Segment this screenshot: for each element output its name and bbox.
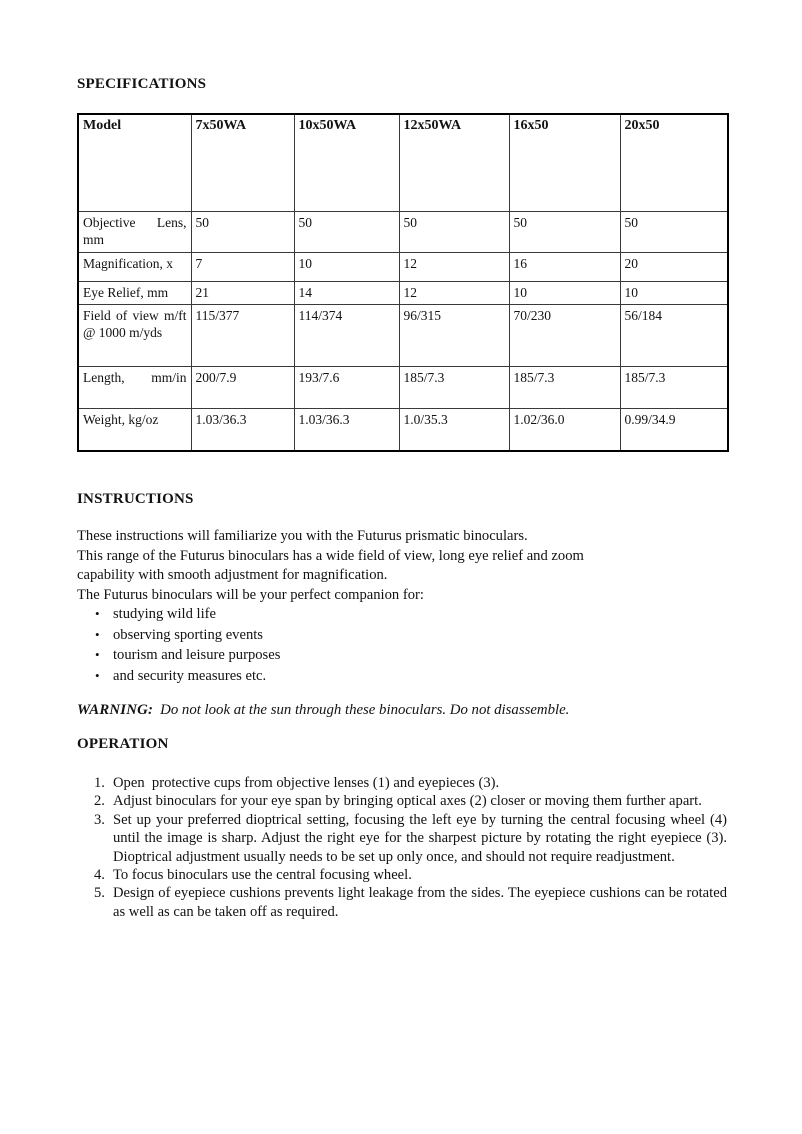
operation-step bbox=[77, 811, 731, 866]
spec-cell-value: 10 bbox=[509, 281, 620, 304]
bullet-item bbox=[77, 604, 727, 625]
spec-table-body bbox=[78, 211, 728, 451]
step-text: To focus binoculars use the central focusing wheel. bbox=[113, 867, 412, 884]
spec-cell-value: 16 bbox=[509, 252, 620, 281]
spec-cell-value: 56/184 bbox=[620, 304, 728, 366]
warning-text: Do not look at the sun through these binoculars. Do not disassemble. bbox=[160, 702, 570, 718]
bullet-item-text: observing sporting events bbox=[113, 626, 263, 643]
bullet-item bbox=[77, 625, 727, 646]
spec-column-header: 16x50 bbox=[509, 114, 620, 211]
spec-cell-value: 70/230 bbox=[509, 304, 620, 366]
step-number: 2. bbox=[94, 793, 105, 810]
spec-column-header: 7x50WA bbox=[191, 114, 294, 211]
spec-table-row bbox=[78, 252, 728, 281]
spec-cell-value: 14 bbox=[294, 281, 399, 304]
spec-column-header: 12x50WA bbox=[399, 114, 509, 211]
spec-cell-value: 96/315 bbox=[399, 304, 509, 366]
operation-step bbox=[77, 792, 727, 810]
paragraph-line: These instructions will familiarize you with the Futurus prismatic binoculars. bbox=[77, 528, 528, 544]
spec-cell-value: 185/7.3 bbox=[509, 366, 620, 408]
spec-cell-value: 1.03/36.3 bbox=[191, 408, 294, 451]
spec-cell-value: 12 bbox=[399, 252, 509, 281]
spec-cell-value: 114/374 bbox=[294, 304, 399, 366]
spec-cell-value: 185/7.3 bbox=[620, 366, 728, 408]
spec-row-label: Magnification, x bbox=[78, 252, 191, 281]
step-number: 5. bbox=[94, 885, 105, 902]
bullet-item bbox=[77, 645, 727, 666]
operation-step bbox=[77, 774, 727, 792]
spec-column-header: 10x50WA bbox=[294, 114, 399, 211]
operation-heading: OPERATION bbox=[77, 736, 169, 752]
specifications-table bbox=[77, 113, 729, 452]
uses-bullet-list bbox=[77, 604, 727, 686]
warning-label: WARNING: bbox=[77, 702, 154, 718]
step-number: 4. bbox=[94, 867, 105, 884]
bullet-item-text: studying wild life bbox=[113, 606, 216, 622]
spec-row-label: Eye Relief, mm bbox=[78, 281, 191, 304]
spec-cell-value: 0.99/34.9 bbox=[620, 408, 728, 451]
paragraph-line: capability with smooth adjustment for magnification. bbox=[77, 567, 388, 583]
operation-steps-list bbox=[77, 774, 731, 921]
spec-cell-value: 7 bbox=[191, 252, 294, 281]
spec-row-label: Length, mm/in bbox=[78, 366, 191, 408]
spec-cell-value: 50 bbox=[399, 211, 509, 252]
spec-cell-value: 50 bbox=[294, 211, 399, 252]
spec-cell-value: 12 bbox=[399, 281, 509, 304]
spec-table-row bbox=[78, 281, 728, 304]
step-number: 1. bbox=[94, 775, 105, 791]
spec-cell-value: 10 bbox=[620, 281, 728, 304]
bullet-icon: • bbox=[95, 606, 100, 621]
instructions-heading: INSTRUCTIONS bbox=[77, 491, 194, 507]
spec-row-label: Objective Lens, mm bbox=[78, 211, 191, 252]
step-text: Adjust binoculars for your eye span by bringing optical axes (2) closer or moving them further apart. bbox=[113, 793, 702, 810]
paragraph-line: The Futurus binoculars will be your perfect companion for: bbox=[77, 586, 424, 603]
spec-cell-value: 200/7.9 bbox=[191, 366, 294, 408]
spec-cell-value: 115/377 bbox=[191, 304, 294, 366]
spec-cell-value: 50 bbox=[620, 211, 728, 252]
step-text: Set up your preferred dioptrical setting, focusing the left eye by turning the central focusing wheel (4) until the image is sharp. Adjust the right eye for the sharpest picture by rotating the right eyepiece (3). Dioptrical adjustment usually needs to be set up only once, and should not require readjustment. bbox=[113, 811, 731, 865]
spec-table-row bbox=[78, 408, 728, 451]
paragraph-line: This range of the Futurus binoculars has a wide field of view, long eye relief and zoom bbox=[77, 547, 584, 564]
spec-table-row bbox=[78, 366, 728, 408]
bullet-item-text: and security measures etc. bbox=[113, 667, 267, 684]
spec-cell-value: 20 bbox=[620, 252, 728, 281]
spec-cell-value: 193/7.6 bbox=[294, 366, 399, 408]
step-text: Design of eyepiece cushions prevents light leakage from the sides. The eyepiece cushions can be rotated as well as can be taken off as required. bbox=[113, 885, 731, 920]
spec-column-header: 20x50 bbox=[620, 114, 728, 211]
spec-row-label: Field of view m/ft @ 1000 m/yds bbox=[78, 304, 191, 366]
bullet-item-text: tourism and leisure purposes bbox=[113, 647, 281, 663]
spec-cell-value: 1.0/35.3 bbox=[399, 408, 509, 451]
spec-cell-value: 21 bbox=[191, 281, 294, 304]
spec-cell-value: 185/7.3 bbox=[399, 366, 509, 408]
operation-step bbox=[77, 866, 727, 884]
spec-table-row bbox=[78, 304, 728, 366]
spec-cell-value: 1.02/36.0 bbox=[509, 408, 620, 451]
operation-step bbox=[77, 884, 731, 921]
spec-cell-value: 50 bbox=[509, 211, 620, 252]
bullet-icon: • bbox=[95, 626, 100, 642]
spec-cell-value: 1.03/36.3 bbox=[294, 408, 399, 451]
spec-table-header-row bbox=[78, 114, 728, 211]
step-text: Open protective cups from objective lenses (1) and eyepieces (3). bbox=[113, 775, 500, 791]
spec-table-row bbox=[78, 211, 728, 252]
spec-column-header: Model bbox=[78, 114, 191, 211]
specifications-heading: SPECIFICATIONS bbox=[77, 76, 207, 92]
instructions-paragraph bbox=[77, 527, 739, 605]
bullet-item bbox=[77, 666, 727, 687]
spec-cell-value: 50 bbox=[191, 211, 294, 252]
warning-line bbox=[77, 702, 737, 719]
spec-cell-value: 10 bbox=[294, 252, 399, 281]
bullet-icon: • bbox=[95, 667, 100, 683]
step-number: 3. bbox=[94, 811, 105, 828]
spec-row-label: Weight, kg/oz bbox=[78, 408, 191, 451]
bullet-icon: • bbox=[95, 647, 100, 662]
